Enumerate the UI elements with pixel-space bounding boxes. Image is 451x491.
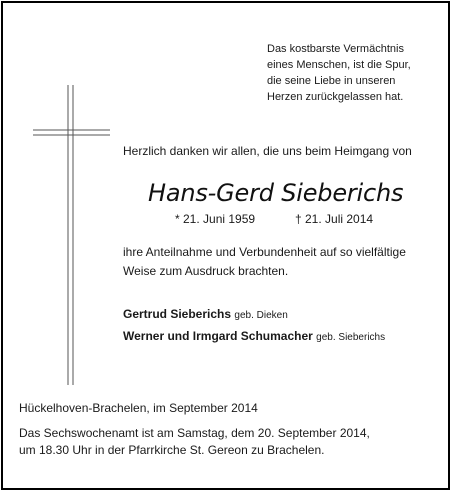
thanks-intro: Herzlich danken wir allen, die uns beim Heimgang von <box>123 144 412 158</box>
birth-date: * 21. Juni 1959 <box>175 212 256 226</box>
memorial-mass-info: Das Sechswochenamt ist am Samstag, dem 20. September 2014, um 18.30 Uhr in der Pfarrkirche St. Gereon zu Brachelen. <box>19 426 370 457</box>
mourner-name: Werner und Irmgard Schumacher <box>123 329 313 343</box>
mourner-line <box>123 307 288 321</box>
death-date: † 21. Juli 2014 <box>295 212 374 226</box>
place-and-date: Hückelhoven-Brachelen, im September 2014 <box>19 401 258 415</box>
deceased-name: Hans-Gerd Sieberichs <box>148 179 404 207</box>
obituary-notice <box>1 1 450 490</box>
mourner-nee: geb. Sieberichs <box>316 332 386 343</box>
memorial-quote: Das kostbarste Vermächtnis eines Menschen, ist die Spur, die seine Liebe in unseren Herzen zurückgelassen hat. <box>267 43 411 103</box>
thanks-text: ihre Anteilnahme und Verbundenheit auf so vielfältige Weise zum Ausdruck brachten. <box>123 245 406 278</box>
mourner-line <box>123 329 385 343</box>
mourner-name: Gertrud Sieberichs <box>123 307 232 321</box>
mourner-nee: geb. Dieken <box>234 310 288 321</box>
cross-icon <box>33 85 113 385</box>
